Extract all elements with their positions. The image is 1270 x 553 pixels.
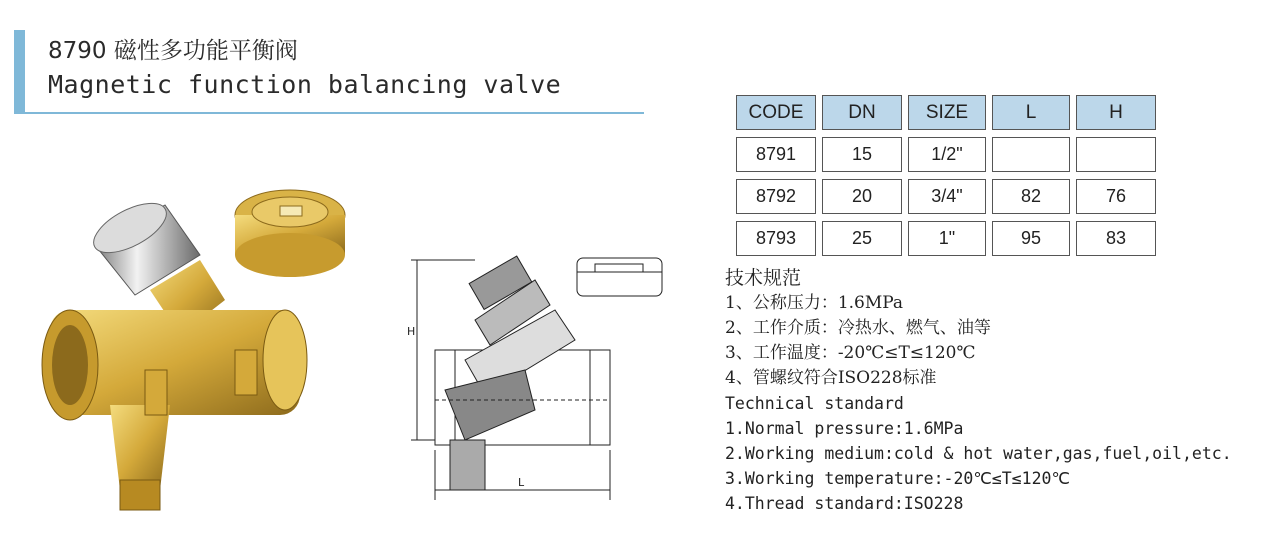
product-title-cn: 8790 磁性多功能平衡阀 bbox=[48, 38, 298, 64]
column-header-h: H bbox=[1076, 95, 1156, 130]
cell-l: 95 bbox=[992, 221, 1070, 256]
tech-title-en: Technical standard bbox=[725, 394, 904, 413]
magnetic-cap bbox=[235, 190, 345, 277]
cell-h: 83 bbox=[1076, 221, 1156, 256]
tech-line-en: 4.Thread standard:ISO228 bbox=[725, 494, 964, 513]
tech-line-cn: 2、工作介质：冷热水、燃气、油等 bbox=[725, 318, 991, 338]
drawing-height-label: H bbox=[407, 325, 416, 338]
tech-line-en: 3.Working temperature:-20℃≤T≤120℃ bbox=[725, 469, 1071, 488]
cell-dn: 15 bbox=[822, 137, 902, 172]
cell-size: 1" bbox=[908, 221, 986, 256]
tech-line-cn: 4、管螺纹符合ISO228标准 bbox=[725, 368, 937, 388]
cell-code: 8791 bbox=[736, 137, 816, 172]
cell-code: 8792 bbox=[736, 179, 816, 214]
tech-line-en: 2.Working medium:cold & hot water,gas,fuel,oil,etc. bbox=[725, 444, 1232, 463]
cell-l: 82 bbox=[992, 179, 1070, 214]
technical-standard bbox=[725, 266, 1232, 516]
cell-dn: 25 bbox=[822, 221, 902, 256]
cell-code: 8793 bbox=[736, 221, 816, 256]
valve-section-drawing bbox=[405, 250, 675, 510]
cell-h: 76 bbox=[1076, 179, 1156, 214]
cell-size: 1/2" bbox=[908, 137, 986, 172]
drawing-length-label: L bbox=[518, 476, 525, 489]
column-header-code: CODE bbox=[736, 95, 816, 130]
tech-line-cn: 1、公称压力：1.6MPa bbox=[725, 293, 904, 313]
table-row bbox=[736, 221, 1156, 256]
spec-table bbox=[730, 88, 1162, 263]
tech-line-cn: 3、工作温度：-20℃≤T≤120℃ bbox=[725, 343, 976, 363]
column-header-size: SIZE bbox=[908, 95, 986, 130]
cell-dn: 20 bbox=[822, 179, 902, 214]
column-header-dn: DN bbox=[822, 95, 902, 130]
tech-line-en: 1.Normal pressure:1.6MPa bbox=[725, 419, 964, 438]
product-title-en: Magnetic function balancing valve bbox=[48, 70, 562, 99]
table-row bbox=[736, 137, 1156, 172]
table-row bbox=[736, 179, 1156, 214]
title-accent-bar bbox=[14, 30, 25, 114]
tech-title-cn: 技术规范 bbox=[725, 267, 802, 289]
valve-body bbox=[42, 260, 307, 510]
cell-l bbox=[992, 137, 1070, 172]
column-header-l: L bbox=[992, 95, 1070, 130]
title-divider bbox=[14, 112, 644, 114]
cell-h bbox=[1076, 137, 1156, 172]
cell-size: 3/4" bbox=[908, 179, 986, 214]
table-header-row bbox=[736, 95, 1156, 130]
valve-product-photo bbox=[40, 160, 370, 530]
